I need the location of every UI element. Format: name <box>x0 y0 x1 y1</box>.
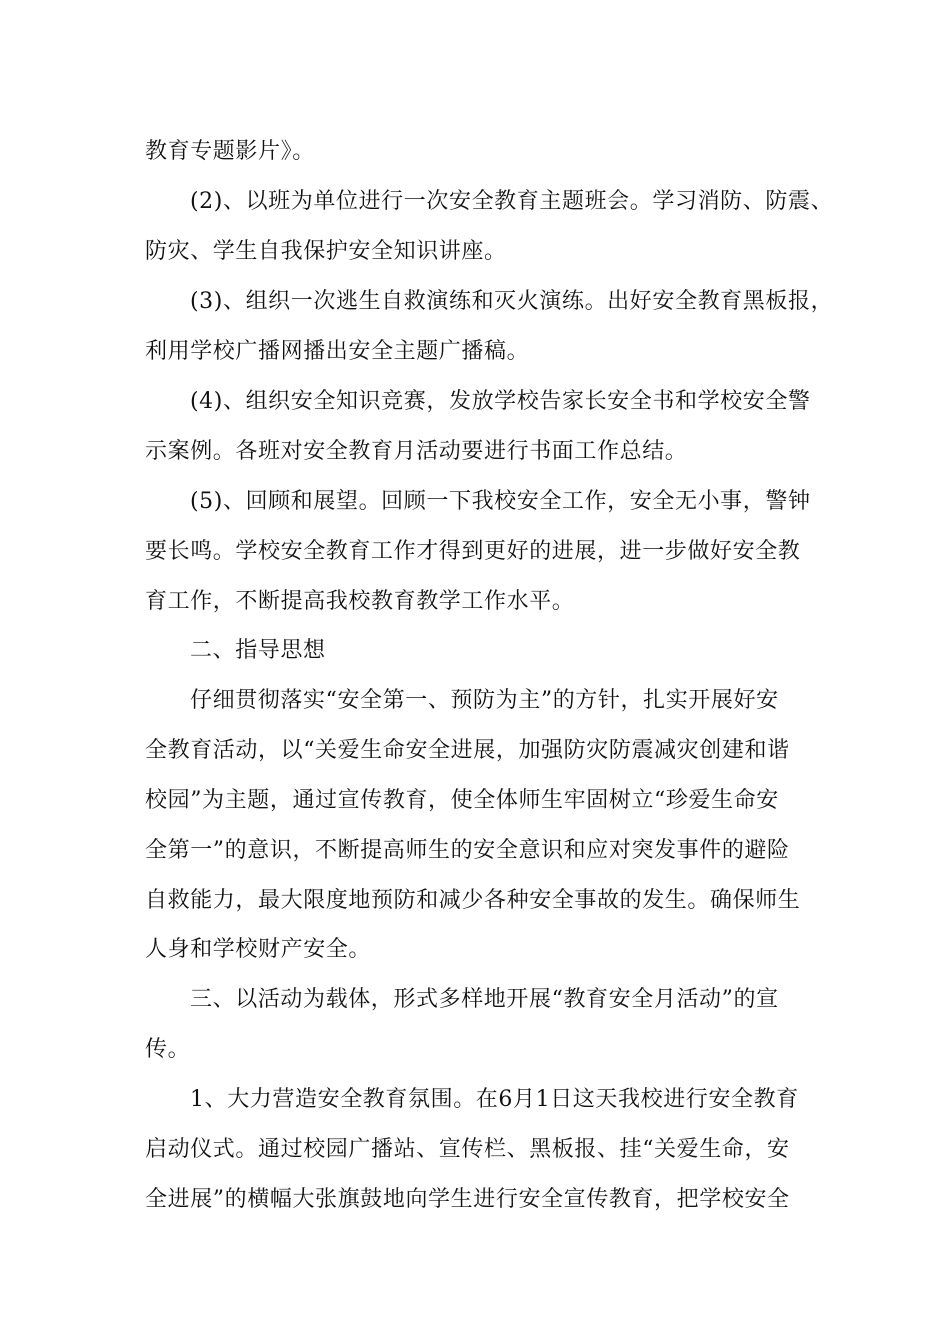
section-heading: 三、以活动为载体，形式多样地开展“教育安全月活动”的宣 <box>190 987 779 1012</box>
text-line: (5)、回顾和展望。回顾一下我校安全工作，安全无小事，警钟 <box>190 489 811 514</box>
text-line: 自救能力，最大限度地预防和减少各种安全事故的发生。确保师生 <box>145 888 801 913</box>
text-line: 全第一”的意识，不断提高师生的安全意识和应对突发事件的避险 <box>145 838 790 863</box>
text-line: 利用学校广播网播出安全主题广播稿。 <box>145 339 530 364</box>
text-line: (4)、组织安全知识竞赛，发放学校告家长安全书和学校安全警 <box>190 389 811 414</box>
text-line: 传。 <box>145 1037 191 1062</box>
text-line: 校园”为主题，通过宣传教育，使全体师生牢固树立“珍爱生命安 <box>145 788 779 813</box>
text-line: 仔细贯彻落实“安全第一、预防为主”的方针，扎实开展好安 <box>190 688 779 713</box>
text-line: (2)、以班为单位进行一次安全教育主题班会。学习消防、防震、 <box>190 189 834 214</box>
text-line: (3)、组织一次逃生自救演练和灭火演练。出好安全教育黑板报， <box>190 289 834 314</box>
text-line: 1、大力营造安全教育氛围。在6月1日这天我校进行安全教育 <box>190 1087 799 1112</box>
section-heading: 二、指导思想 <box>190 638 326 663</box>
text-line: 育工作，不断提高我校教育教学工作水平。 <box>145 589 575 614</box>
text-line: 全进展”的横幅大张旗鼓地向学生进行安全宣传教育，把学校安全 <box>145 1187 790 1212</box>
text-line: 全教育活动，以“关爱生命安全进展，加强防灾防震减灾创建和谐 <box>145 738 790 763</box>
text-line: 防灾、学生自我保护安全知识讲座。 <box>145 239 507 264</box>
text-line: 示案例。各班对安全教育月活动要进行书面工作总结。 <box>145 439 688 464</box>
text-line: 启动仪式。通过校园广播站、宣传栏、黑板报、挂“关爱生命，安 <box>145 1137 790 1162</box>
text-line: 要长鸣。学校安全教育工作才得到更好的进展，进一步做好安全教 <box>145 539 801 564</box>
text-line: 教育专题影片》。 <box>145 139 315 164</box>
text-line: 人身和学校财产安全。 <box>145 937 372 962</box>
